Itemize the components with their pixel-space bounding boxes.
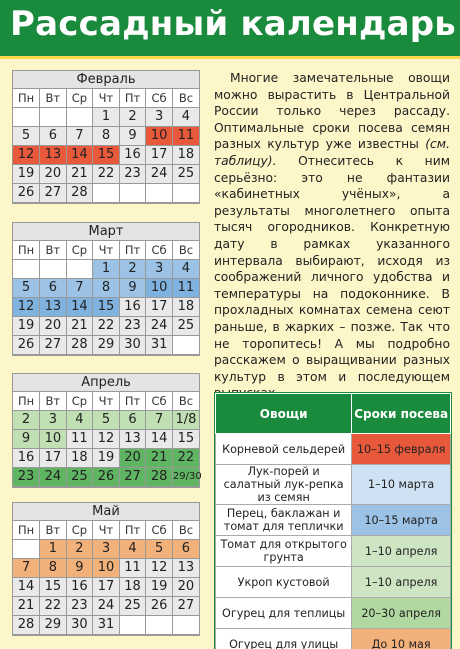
day-cell: 1 xyxy=(40,540,67,559)
day-cell: 8 xyxy=(93,127,120,146)
day-cell: 21 xyxy=(66,165,93,184)
day-cell: 3 xyxy=(146,260,173,279)
sowing-row xyxy=(216,567,451,598)
day-cell: 2 xyxy=(119,260,146,279)
weekday-label: Ср xyxy=(66,521,93,540)
day-cell xyxy=(119,616,146,635)
weekday-label: Вт xyxy=(40,392,67,411)
sowing-table-header xyxy=(216,394,451,434)
day-cell: 1 xyxy=(93,260,120,279)
week-row xyxy=(13,449,199,468)
calendar-february xyxy=(12,70,200,204)
day-cell: 31 xyxy=(93,616,120,635)
month-name: Май xyxy=(13,503,199,521)
day-cell xyxy=(13,108,40,127)
day-cell: 21 xyxy=(66,317,93,336)
day-cell: 17 xyxy=(146,298,173,317)
day-cell: 27 xyxy=(172,597,199,616)
day-cell: 26 xyxy=(146,597,173,616)
vegetable-name: Огурец для улицы xyxy=(216,629,352,649)
day-cell: 10 xyxy=(146,127,173,146)
day-cell: 7 xyxy=(66,279,93,298)
day-cell: 10 xyxy=(40,430,67,449)
day-cell: 25 xyxy=(66,468,93,487)
weekday-label: Сб xyxy=(146,392,173,411)
day-cell: 7 xyxy=(146,411,173,430)
week-row xyxy=(13,108,199,127)
day-cell: 12 xyxy=(93,430,120,449)
day-cell: 16 xyxy=(119,298,146,317)
day-cell: 18 xyxy=(119,578,146,597)
day-cell: 28 xyxy=(66,336,93,355)
day-cell: 14 xyxy=(146,430,173,449)
day-cell: 6 xyxy=(172,540,199,559)
day-cell: 7 xyxy=(66,127,93,146)
weekday-label: Пт xyxy=(119,521,146,540)
week-row xyxy=(13,127,199,146)
day-cell: 2 xyxy=(66,540,93,559)
week-row xyxy=(13,298,199,317)
day-cell: 15 xyxy=(40,578,67,597)
day-cell: 19 xyxy=(13,317,40,336)
day-cell xyxy=(172,336,199,355)
weekday-label: Пт xyxy=(119,89,146,108)
col-sowing-dates: Сроки посева xyxy=(352,394,451,434)
day-cell: 3 xyxy=(146,108,173,127)
weekday-label: Чт xyxy=(93,392,120,411)
day-cell: 18 xyxy=(172,146,199,165)
day-cell: 4 xyxy=(172,260,199,279)
header-banner xyxy=(0,0,460,56)
weekday-label: Пт xyxy=(119,241,146,260)
day-cell: 23 xyxy=(119,317,146,336)
day-cell: 10 xyxy=(93,559,120,578)
day-cell: 11 xyxy=(119,559,146,578)
day-cell: 27 xyxy=(40,184,67,203)
day-cell: 5 xyxy=(146,540,173,559)
day-cell: 25 xyxy=(172,165,199,184)
month-name: Март xyxy=(13,223,199,241)
day-cell: 28 xyxy=(66,184,93,203)
sowing-date: 1–10 апреля xyxy=(352,536,451,567)
day-cell: 16 xyxy=(119,146,146,165)
day-cell: 20 xyxy=(40,165,67,184)
sowing-row xyxy=(216,629,451,649)
week-row xyxy=(13,540,199,559)
week-row xyxy=(13,336,199,355)
day-cell: 27 xyxy=(119,468,146,487)
day-cell xyxy=(146,616,173,635)
day-cell: 22 xyxy=(93,165,120,184)
day-cell xyxy=(13,260,40,279)
day-cell: 21 xyxy=(13,597,40,616)
weekday-label: Ср xyxy=(66,241,93,260)
week-row xyxy=(13,468,199,487)
weekday-label: Сб xyxy=(146,521,173,540)
sowing-row xyxy=(216,598,451,629)
day-cell xyxy=(119,184,146,203)
vegetable-name: Корневой сельдерей xyxy=(216,434,352,465)
week-row xyxy=(13,578,199,597)
day-cell: 13 xyxy=(40,146,67,165)
week-row xyxy=(13,559,199,578)
day-cell: 27 xyxy=(40,336,67,355)
day-cell: 26 xyxy=(93,468,120,487)
day-cell: 20 xyxy=(172,578,199,597)
week-row xyxy=(13,411,199,430)
weekday-label: Вс xyxy=(172,241,199,260)
weekday-label: Пн xyxy=(13,392,40,411)
day-cell: 10 xyxy=(146,279,173,298)
day-cell: 19 xyxy=(93,449,120,468)
sowing-date: 10–15 марта xyxy=(352,505,451,536)
day-cell xyxy=(172,616,199,635)
weekday-label: Вс xyxy=(172,89,199,108)
day-cell: 28 xyxy=(13,616,40,635)
day-cell: 7 xyxy=(13,559,40,578)
col-vegetables: Овощи xyxy=(216,394,352,434)
weekday-label: Чт xyxy=(93,89,120,108)
weekday-row xyxy=(13,89,199,108)
day-cell: 31 xyxy=(146,336,173,355)
day-cell: 22 xyxy=(172,449,199,468)
sowing-row xyxy=(216,536,451,567)
header-divider xyxy=(0,56,460,59)
day-cell: 8 xyxy=(93,279,120,298)
weekday-label: Пн xyxy=(13,521,40,540)
weekday-row xyxy=(13,521,199,540)
calendar-may xyxy=(12,502,200,636)
day-cell xyxy=(93,184,120,203)
day-cell: 22 xyxy=(93,317,120,336)
week-row xyxy=(13,260,199,279)
weekday-label: Пн xyxy=(13,241,40,260)
weekday-label: Чт xyxy=(93,521,120,540)
vegetable-name: Томат для открытого грунта xyxy=(216,536,352,567)
day-cell: 18 xyxy=(172,298,199,317)
day-cell: 19 xyxy=(13,165,40,184)
day-cell: 13 xyxy=(40,298,67,317)
weekday-label: Ср xyxy=(66,392,93,411)
month-name: Февраль xyxy=(13,71,199,89)
day-cell: 20 xyxy=(40,317,67,336)
day-cell: 15 xyxy=(93,298,120,317)
day-cell: 13 xyxy=(172,559,199,578)
day-cell: 11 xyxy=(172,279,199,298)
day-cell: 22 xyxy=(40,597,67,616)
day-cell: 19 xyxy=(146,578,173,597)
sowing-row xyxy=(216,505,451,536)
day-cell: 6 xyxy=(119,411,146,430)
day-cell: 21 xyxy=(146,449,173,468)
week-row xyxy=(13,317,199,336)
weekday-row xyxy=(13,392,199,411)
day-cell: 6 xyxy=(40,127,67,146)
day-cell: 17 xyxy=(40,449,67,468)
week-row xyxy=(13,616,199,635)
day-cell xyxy=(172,184,199,203)
day-cell: 3 xyxy=(93,540,120,559)
day-cell: 11 xyxy=(66,430,93,449)
day-cell: 17 xyxy=(146,146,173,165)
day-cell: 4 xyxy=(66,411,93,430)
week-row xyxy=(13,597,199,616)
intro-part1: Многие замечательные овощи можно вырастить в Центральной России только через рассаду. Оптимальные сроки посева семян разных культур уже известны xyxy=(214,71,450,152)
day-cell: 4 xyxy=(172,108,199,127)
day-cell: 12 xyxy=(146,559,173,578)
day-cell: 25 xyxy=(119,597,146,616)
sowing-date: До 10 мая xyxy=(352,629,451,649)
day-cell: 5 xyxy=(13,127,40,146)
day-cell: 30 xyxy=(119,336,146,355)
day-cell: 24 xyxy=(146,317,173,336)
day-cell: 9 xyxy=(119,279,146,298)
day-cell: 5 xyxy=(93,411,120,430)
day-cell xyxy=(40,108,67,127)
day-cell: 13 xyxy=(119,430,146,449)
calendar-april xyxy=(12,373,200,488)
vegetable-name: Огурец для теплицы xyxy=(216,598,352,629)
vegetable-name: Перец, баклажан и томат для теплички xyxy=(216,505,352,536)
sowing-date: 10–15 февраля xyxy=(352,434,451,465)
day-cell: 25 xyxy=(172,317,199,336)
day-cell: 14 xyxy=(66,298,93,317)
weekday-label: Пт xyxy=(119,392,146,411)
day-cell: 28 xyxy=(146,468,173,487)
sowing-table xyxy=(214,392,452,649)
day-cell: 5 xyxy=(13,279,40,298)
day-cell xyxy=(40,260,67,279)
day-cell xyxy=(66,108,93,127)
day-cell: 17 xyxy=(93,578,120,597)
week-row xyxy=(13,146,199,165)
intro-part2: Отнеситесь к ним серьёзно: это не фантазии «кабинетных учёных», а результаты многолетнего опыта тысяч огородников. Конкретную дату в рамках указанного интервала выбирают, исходя из соображений личного удобства и температуры на подоконнике. В прохладных комнатах семена сеют раньше, в жарких – позже. Так что не торопитесь! А мы подробно расскажем о выращивании разных культур в этом и последующем xyxy=(214,153,450,384)
sowing-row xyxy=(216,434,451,465)
intro-text xyxy=(214,70,450,402)
month-name: Апрель xyxy=(13,374,199,392)
day-cell: 23 xyxy=(119,165,146,184)
day-cell: 9 xyxy=(13,430,40,449)
weekday-label: Пн xyxy=(13,89,40,108)
intro-italic: (см. таблицу). xyxy=(214,137,450,168)
day-cell: 30 xyxy=(66,616,93,635)
sowing-date: 20–30 апреля xyxy=(352,598,451,629)
day-cell: 6 xyxy=(40,279,67,298)
day-cell: 18 xyxy=(66,449,93,468)
weekday-label: Вт xyxy=(40,241,67,260)
vegetable-name: Лук-порей и салатный лук-репка из семян xyxy=(216,465,352,505)
day-cell: 26 xyxy=(13,336,40,355)
day-cell: 14 xyxy=(66,146,93,165)
day-cell: 24 xyxy=(146,165,173,184)
week-row xyxy=(13,165,199,184)
page-title: Рассадный календарь xyxy=(10,4,456,44)
day-cell: 2 xyxy=(119,108,146,127)
day-cell: 24 xyxy=(93,597,120,616)
day-cell: 2 xyxy=(13,411,40,430)
sowing-row xyxy=(216,465,451,505)
day-cell: 3 xyxy=(40,411,67,430)
day-cell: 1 xyxy=(93,108,120,127)
day-cell: 15 xyxy=(93,146,120,165)
day-cell: 23 xyxy=(66,597,93,616)
day-cell: 15 xyxy=(172,430,199,449)
week-row xyxy=(13,184,199,203)
week-row xyxy=(13,279,199,298)
weekday-label: Вт xyxy=(40,89,67,108)
day-cell: 12 xyxy=(13,298,40,317)
day-cell: 1/8 xyxy=(172,411,199,430)
week-row xyxy=(13,430,199,449)
weekday-label: Ср xyxy=(66,89,93,108)
day-cell: 8 xyxy=(40,559,67,578)
day-cell: 9 xyxy=(119,127,146,146)
weekday-label: Сб xyxy=(146,241,173,260)
day-cell: 16 xyxy=(13,449,40,468)
day-cell: 26 xyxy=(13,184,40,203)
day-cell: 29 xyxy=(93,336,120,355)
vegetable-name: Укроп кустовой xyxy=(216,567,352,598)
weekday-label: Чт xyxy=(93,241,120,260)
day-cell: 14 xyxy=(13,578,40,597)
calendar-march xyxy=(12,222,200,356)
sowing-date: 1–10 марта xyxy=(352,465,451,505)
day-cell: 24 xyxy=(40,468,67,487)
day-cell xyxy=(146,184,173,203)
weekday-label: Вс xyxy=(172,392,199,411)
weekday-label: Вт xyxy=(40,521,67,540)
day-cell: 20 xyxy=(119,449,146,468)
day-cell xyxy=(66,260,93,279)
sowing-date: 1–10 апреля xyxy=(352,567,451,598)
weekday-label: Вс xyxy=(172,521,199,540)
day-cell xyxy=(13,540,40,559)
day-cell: 12 xyxy=(13,146,40,165)
day-cell: 11 xyxy=(172,127,199,146)
day-cell: 4 xyxy=(119,540,146,559)
day-cell: 23 xyxy=(13,468,40,487)
day-cell: 16 xyxy=(66,578,93,597)
weekday-row xyxy=(13,241,199,260)
weekday-label: Сб xyxy=(146,89,173,108)
day-cell: 29/30 xyxy=(172,468,199,487)
day-cell: 29 xyxy=(40,616,67,635)
day-cell: 9 xyxy=(66,559,93,578)
